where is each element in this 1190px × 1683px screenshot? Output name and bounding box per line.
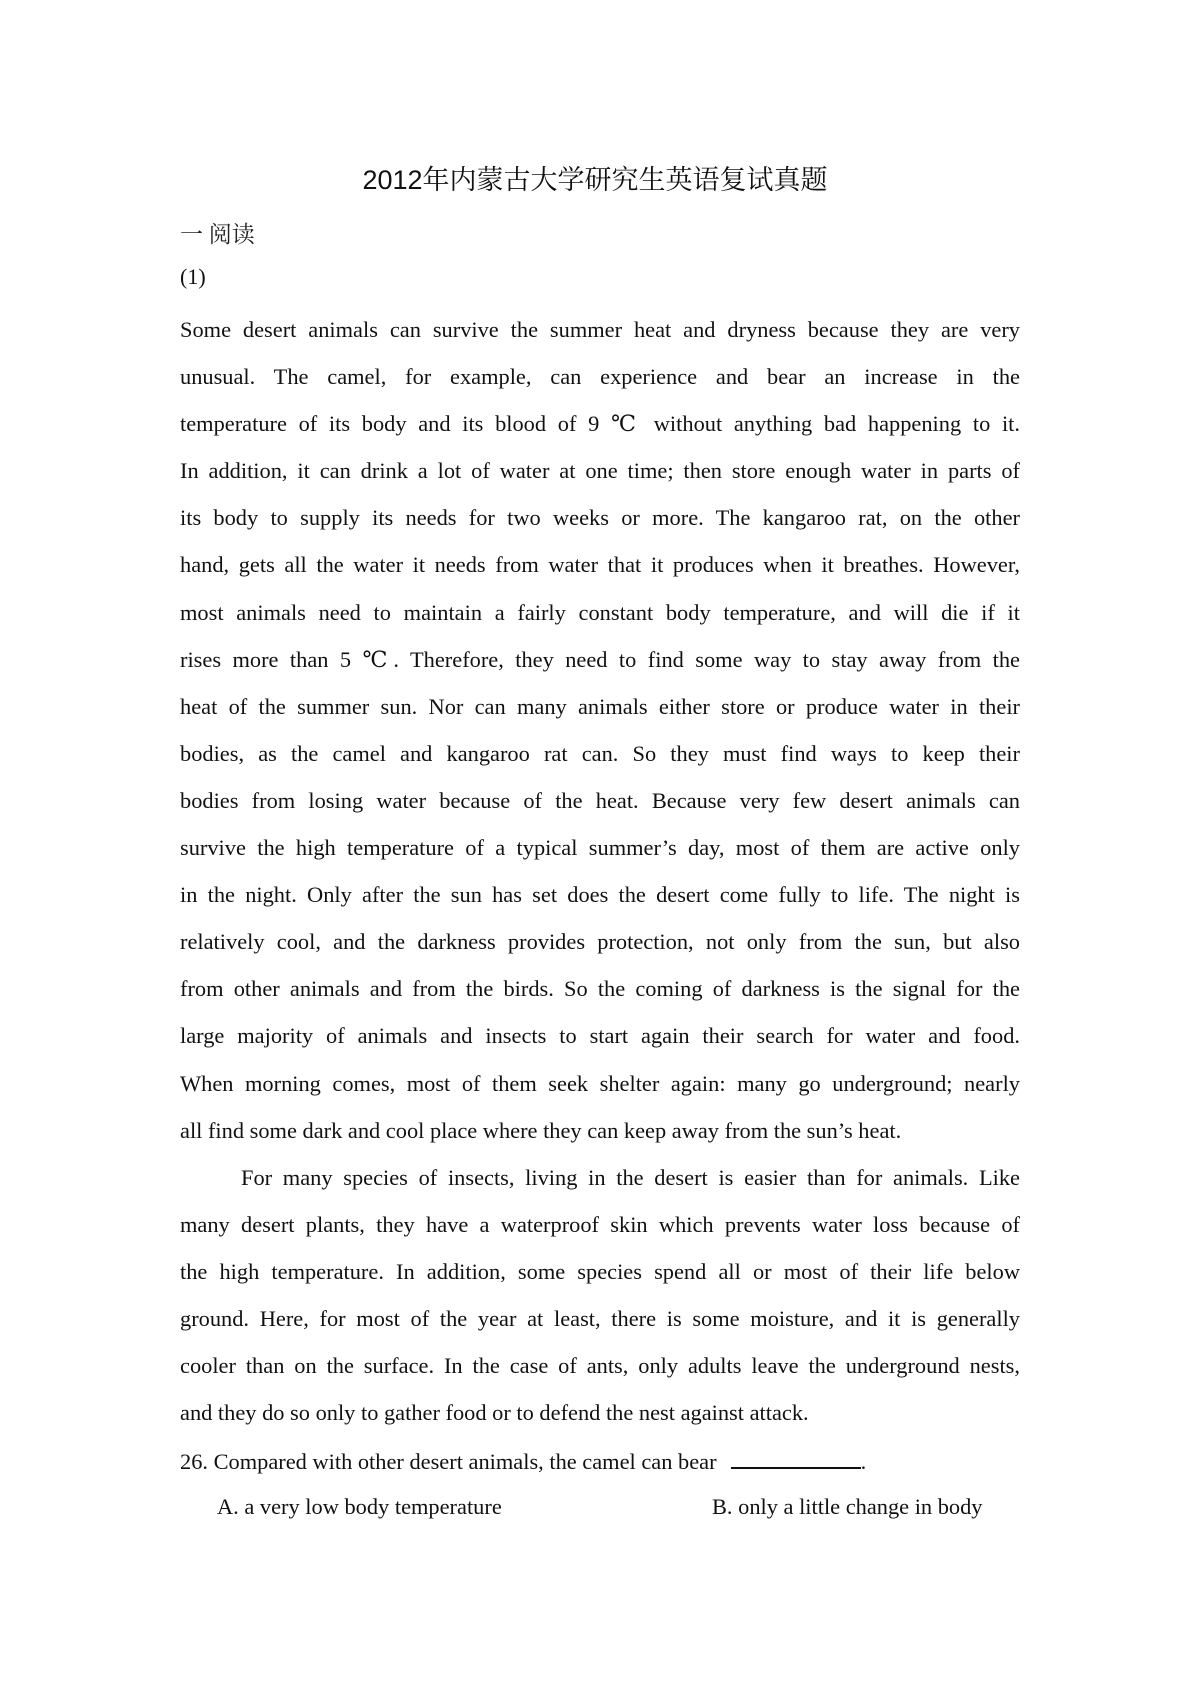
passage-line: Some desert animals can survive the summer heat and dryness because they are very [180,317,1020,342]
passage-line: For many species of insects, living in the desert is easier than for animals. Like [241,1164,1020,1190]
passage-line: When morning comes, most of them seek shelter again: many go underground; nearly [180,1070,1020,1096]
passage-line: bodies, as the camel and kangaroo rat can. So they must find ways to keep their [180,740,1020,766]
question-26 [180,1447,866,1475]
passage-line: in the night. Only after the sun has set does the desert come fully to life. The night is [180,882,1020,908]
option-a: A. a very low body temperature [217,1494,502,1519]
passage-line: bodies from losing water because of the heat. Because very few desert animals can [180,787,1020,813]
passage-line: all find some dark and cool place where they can keep away from the sun’s heat. [180,1117,902,1143]
passage-line: most animals need to maintain a fairly constant body temperature, and will die if it [180,599,1020,625]
passage-line: its body to supply its needs for two weeks or more. The kangaroo rat, on the other [180,505,1020,531]
option-b: B. only a little change in body [712,1494,983,1519]
passage-number: (1) [180,264,206,289]
passage-line: In addition, it can drink a lot of water at one time; then store enough water in parts of [180,458,1020,484]
document-title: 2012年内蒙古大学研究生英语复试真题 [362,165,828,195]
section-heading-reading: 一 阅读 [180,222,255,247]
passage-line: many desert plants, they have a waterproof skin which prevents water loss because of [180,1211,1020,1237]
passage-line: and they do so only to gather food or to defend the nest against attack. [180,1400,809,1426]
passage-line: rises more than 5 ℃. Therefore, they need to find some way to stay away from the [180,646,1020,672]
passage-line: unusual. The camel, for example, can experience and bear an increase in the [180,364,1020,390]
passage-line: temperature of its body and its blood of 9 ℃ without anything bad happening to it. [180,411,1020,437]
passage-line: the high temperature. In addition, some species spend all or most of their life below [180,1258,1020,1284]
passage-line: heat of the summer sun. Nor can many animals either store or produce water in their [180,693,1020,719]
passage-line: cooler than on the surface. In the case of ants, only adults leave the underground nests, [180,1353,1020,1379]
passage-line: hand, gets all the water it needs from water that it produces when it breathes. However, [180,552,1020,578]
passage-line: from other animals and from the birds. So the coming of darkness is the signal for the [180,976,1020,1002]
passage-line: survive the high temperature of a typical summer’s day, most of them are active only [180,835,1020,861]
passage-line: relatively cool, and the darkness provides protection, not only from the sun, but also [180,929,1020,955]
question-end-punctuation: . [860,1449,867,1474]
passage-line: large majority of animals and insects to start again their search for water and food. [180,1023,1020,1049]
question-stem: 26. Compared with other desert animals, the camel can bear [180,1449,717,1474]
reading-passage [180,306,1020,1436]
passage-line: ground. Here, for most of the year at least, there is some moisture, and it is generally [180,1305,1020,1331]
answer-blank [731,1447,861,1469]
